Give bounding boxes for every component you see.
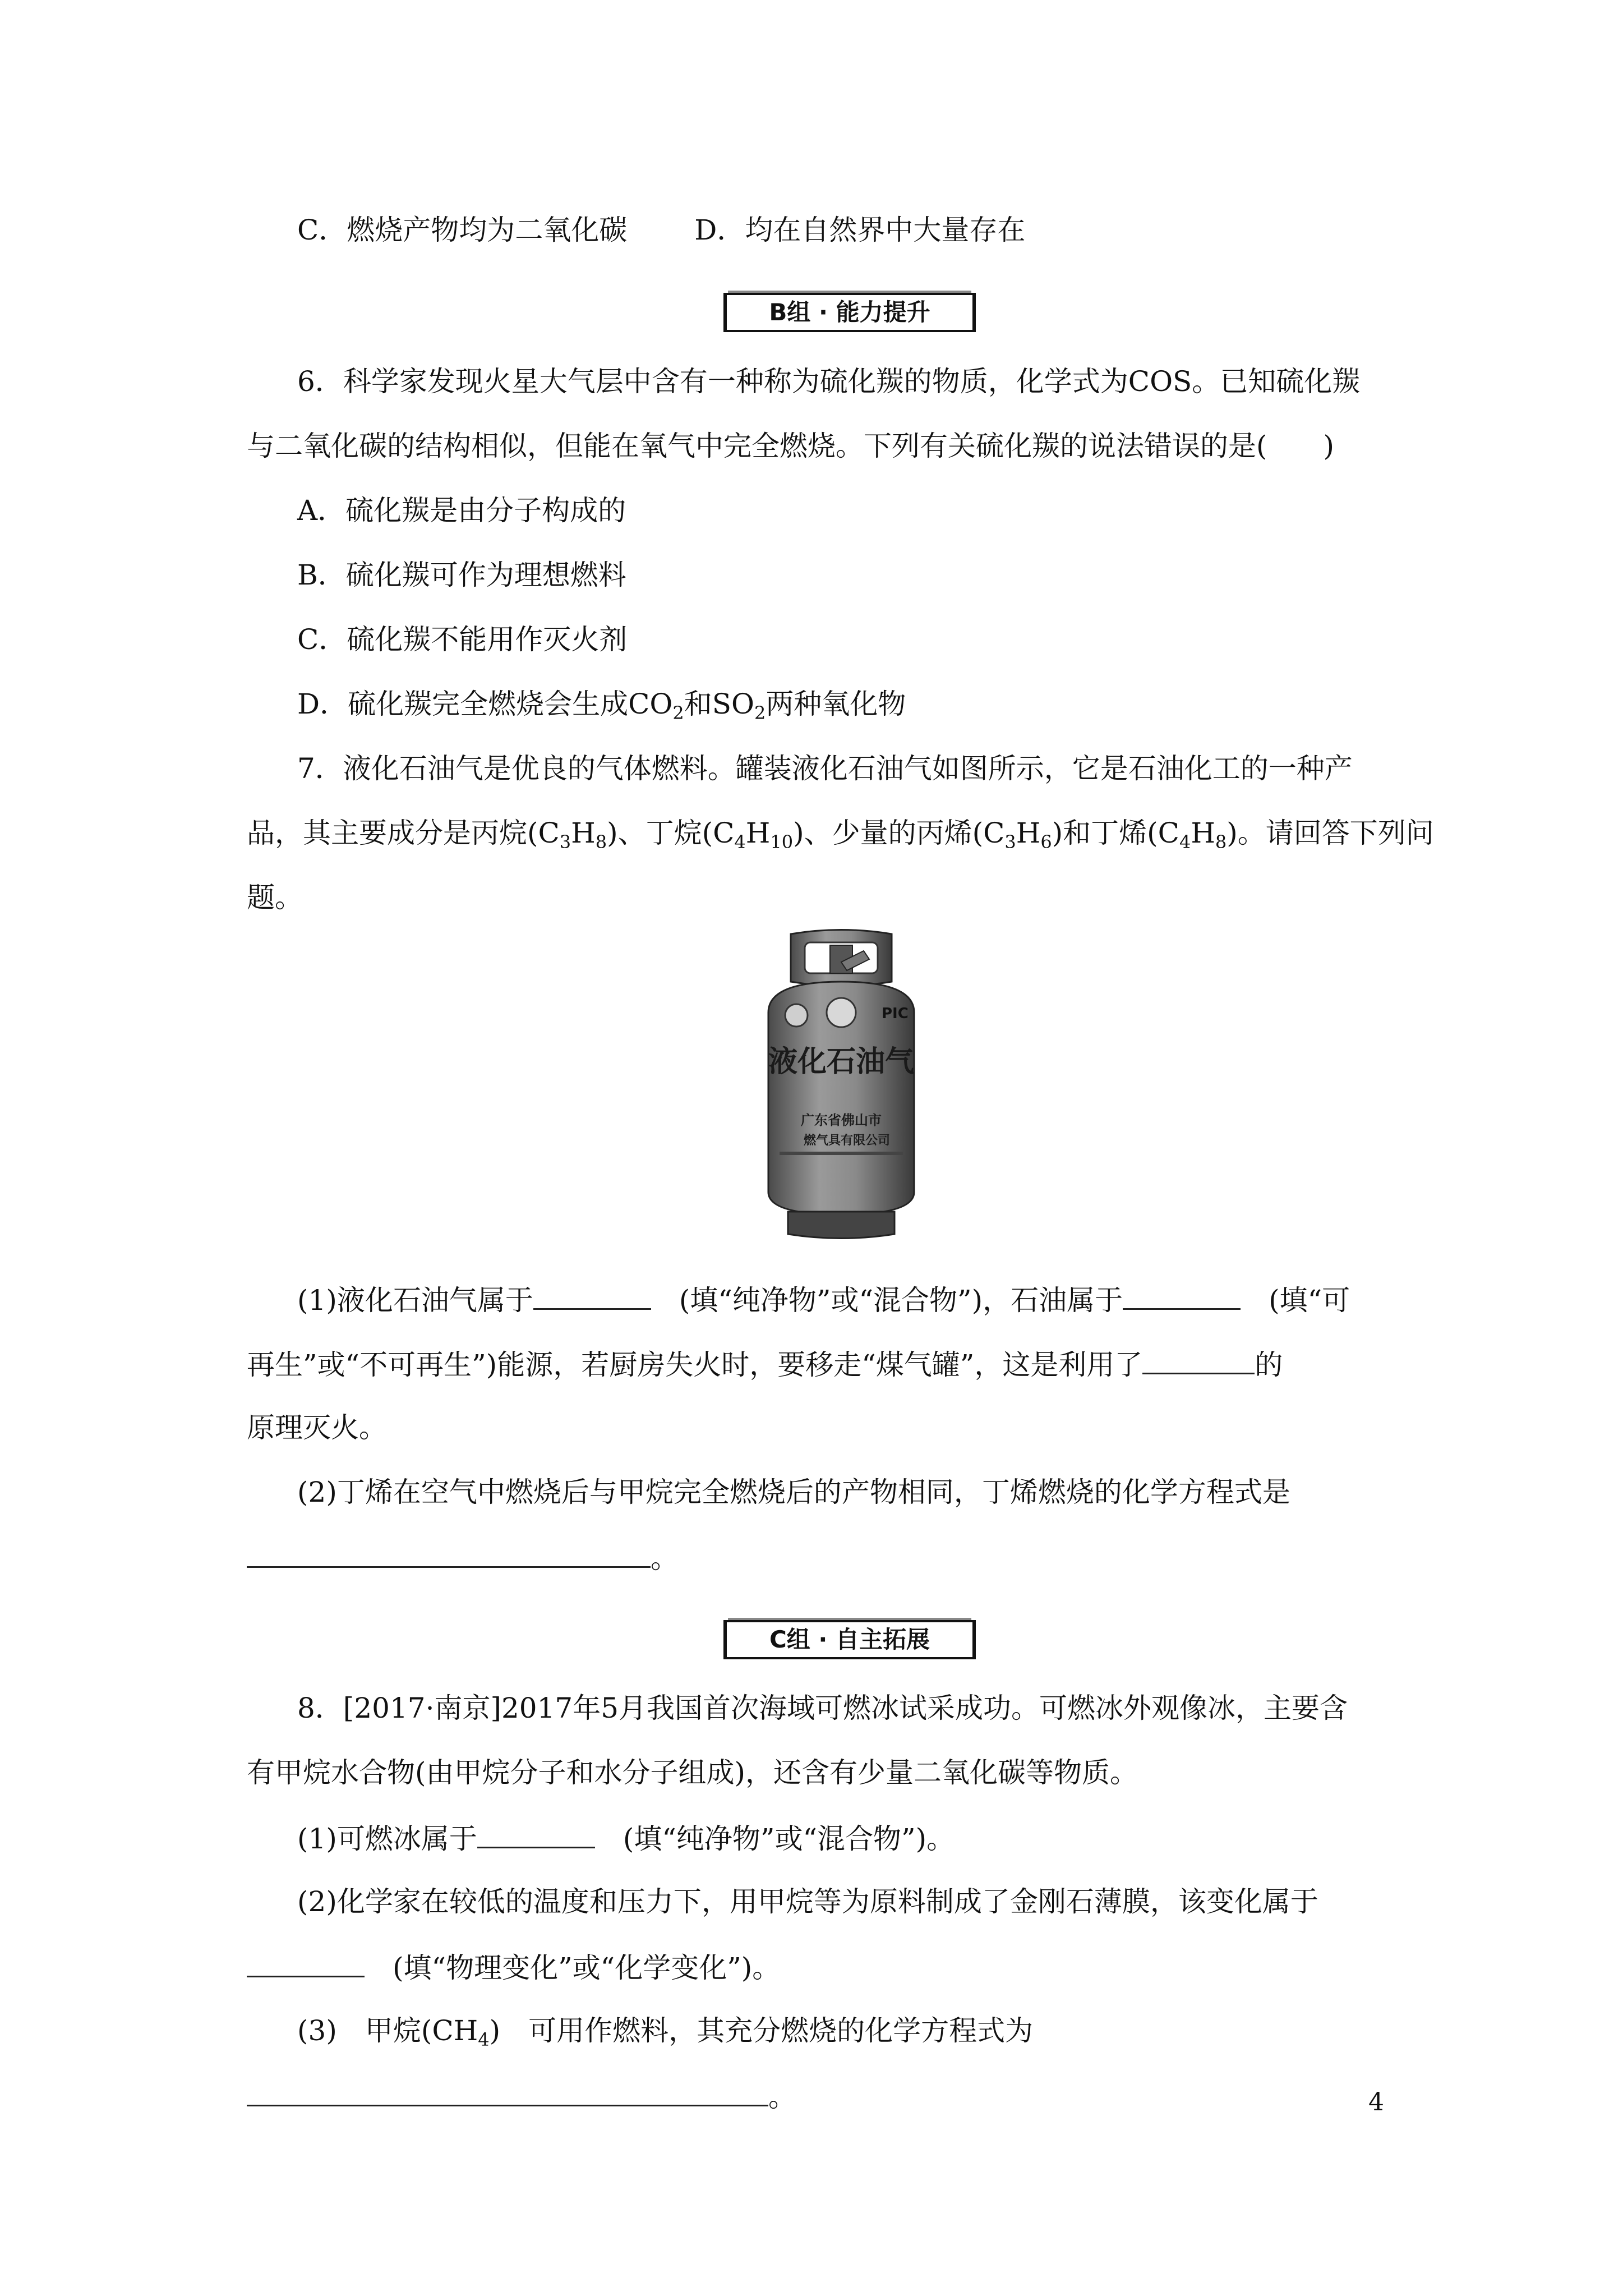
q6-option-d-text: 和SO bbox=[684, 688, 754, 720]
section-b-header bbox=[723, 293, 976, 332]
q7-text: (填“纯净物”或“混合物”)，石油属于 bbox=[679, 1284, 1123, 1317]
q7-stem-line2 bbox=[247, 813, 1434, 853]
q7-part1-line2 bbox=[247, 1343, 1283, 1384]
q7-text: H bbox=[1016, 817, 1041, 849]
q8-text: (3) 甲烷(CH bbox=[297, 2014, 478, 2047]
q7-part1-line3: 原理灭火。 bbox=[247, 1411, 387, 1444]
subscript: 8 bbox=[1215, 831, 1227, 853]
subscript: 4 bbox=[478, 2029, 490, 2050]
q6-option-d-text: 两种氧化物 bbox=[766, 688, 906, 720]
q7-text: )。请回答下列问 bbox=[1227, 817, 1434, 849]
answer-blank[interactable] bbox=[477, 1818, 595, 1848]
q7-part2-line1: (2)丁烯在空气中燃烧后与甲烷完全燃烧后的产物相同，丁烯燃烧的化学方程式是 bbox=[297, 1476, 1290, 1508]
q7-text: H bbox=[745, 817, 771, 849]
q7-stem-line3: 题。 bbox=[247, 881, 303, 914]
q8-part2-line1: (2)化学家在较低的温度和压力下，用甲烷等为原料制成了金刚石薄膜，该变化属于 bbox=[297, 1885, 1318, 1918]
q5-option-c: C．燃烧产物均为二氧化碳 bbox=[297, 214, 628, 246]
q8-stem-line2: 有甲烷水合物(由甲烷分子和水分子组成)，还含有少量二氧化碳等物质。 bbox=[247, 1756, 1138, 1789]
q7-text: H bbox=[1191, 817, 1215, 849]
cylinder-city: 广东省佛山市 bbox=[801, 1112, 882, 1128]
q6-option-d-text: D．硫化羰完全燃烧会生成CO bbox=[297, 688, 673, 720]
cylinder-company: 燃气具有限公司 bbox=[803, 1134, 891, 1148]
q8-text: (1)可燃冰属于 bbox=[297, 1823, 477, 1855]
q7-text: )和丁烯(C bbox=[1052, 817, 1179, 849]
subscript: 4 bbox=[1179, 831, 1191, 853]
q8-text: (填“物理变化”或“化学变化”)。 bbox=[393, 1952, 781, 1984]
answer-blank[interactable] bbox=[247, 1947, 365, 1977]
equation-blank[interactable] bbox=[247, 1537, 651, 1568]
subscript: 8 bbox=[595, 831, 607, 853]
q7-text: H bbox=[571, 817, 596, 849]
q7-text: 的 bbox=[1255, 1349, 1283, 1381]
q8-text: ) 可用作燃料，其充分燃烧的化学方程式为 bbox=[489, 2014, 1034, 2047]
q7-text: 再生”或“不可再生”)能源，若厨房失火时，要移走“煤气罐”，这是利用了 bbox=[247, 1349, 1143, 1381]
q5-option-d: D．均在自然界中大量存在 bbox=[694, 214, 1026, 246]
cylinder-label: 液化石油气 bbox=[768, 1045, 915, 1079]
q6-stem-line2: 与二氧化碳的结构相似，但能在氧气中完全燃烧。下列有关硫化羰的说法错误的是( ) bbox=[247, 430, 1335, 462]
subscript: 10 bbox=[770, 831, 794, 853]
q7-text: 。 bbox=[651, 1542, 679, 1575]
subscript: 3 bbox=[1004, 831, 1016, 853]
center-logo-icon bbox=[827, 998, 856, 1027]
q8-part2-line2 bbox=[247, 1947, 780, 1987]
q7-text: 品，其主要成分是丙烷(C bbox=[247, 817, 560, 849]
q8-stem-line1: 8．[2017·南京]2017年5月我国首次海域可燃冰试采成功。可燃冰外观像冰，主要含 bbox=[297, 1692, 1348, 1724]
subscript: 4 bbox=[734, 831, 746, 853]
q8-part3-line1 bbox=[297, 2011, 1033, 2050]
logo-text: PIC bbox=[882, 1005, 909, 1022]
gas-cylinder-image bbox=[757, 928, 925, 1243]
q7-text: (填“可 bbox=[1269, 1284, 1350, 1317]
answer-blank[interactable] bbox=[1123, 1279, 1241, 1310]
q6-option-a: A．硫化羰是由分子构成的 bbox=[297, 494, 626, 527]
q5-options-row bbox=[297, 210, 1025, 250]
section-c-header bbox=[723, 1620, 976, 1659]
subscript: 2 bbox=[754, 702, 766, 724]
section-b-title: B组 · 能力提升 bbox=[769, 298, 930, 326]
page-number: 4 bbox=[1368, 2088, 1384, 2116]
q7-part1-line1 bbox=[297, 1279, 1350, 1320]
q8-text: 。 bbox=[768, 2081, 796, 2113]
subscript: 6 bbox=[1040, 831, 1052, 853]
q7-text: )、丁烷(C bbox=[607, 817, 735, 849]
answer-blank[interactable] bbox=[1142, 1343, 1255, 1374]
q6-option-b: B．硫化羰可作为理想燃料 bbox=[297, 559, 626, 591]
q7-text: )、少量的丙烯(C bbox=[793, 817, 1005, 849]
subscript: 3 bbox=[559, 831, 571, 853]
section-c-title: C组 · 自主拓展 bbox=[769, 1626, 930, 1653]
q8-part3-line2 bbox=[247, 2076, 796, 2116]
q6-stem-line1: 6．科学家发现火星大气层中含有一种称为硫化羰的物质，化学式为COS。已知硫化羰 bbox=[297, 365, 1361, 398]
answer-blank[interactable] bbox=[533, 1279, 651, 1310]
equation-blank[interactable] bbox=[247, 2076, 768, 2106]
left-logo-icon bbox=[785, 1004, 808, 1027]
q7-part2-line2 bbox=[247, 1537, 679, 1578]
q7-stem-line1: 7．液化石油气是优良的气体燃料。罐装液化石油气如图所示，它是石油化工的一种产 bbox=[297, 752, 1353, 785]
q8-part1 bbox=[297, 1818, 955, 1858]
q7-text: (1)液化石油气属于 bbox=[297, 1284, 533, 1317]
q6-option-c: C．硫化羰不能用作灭火剂 bbox=[297, 623, 628, 656]
q8-text: (填“纯净物”或“混合物”)。 bbox=[623, 1823, 955, 1855]
subscript: 2 bbox=[672, 702, 684, 724]
q6-option-d bbox=[297, 684, 906, 724]
